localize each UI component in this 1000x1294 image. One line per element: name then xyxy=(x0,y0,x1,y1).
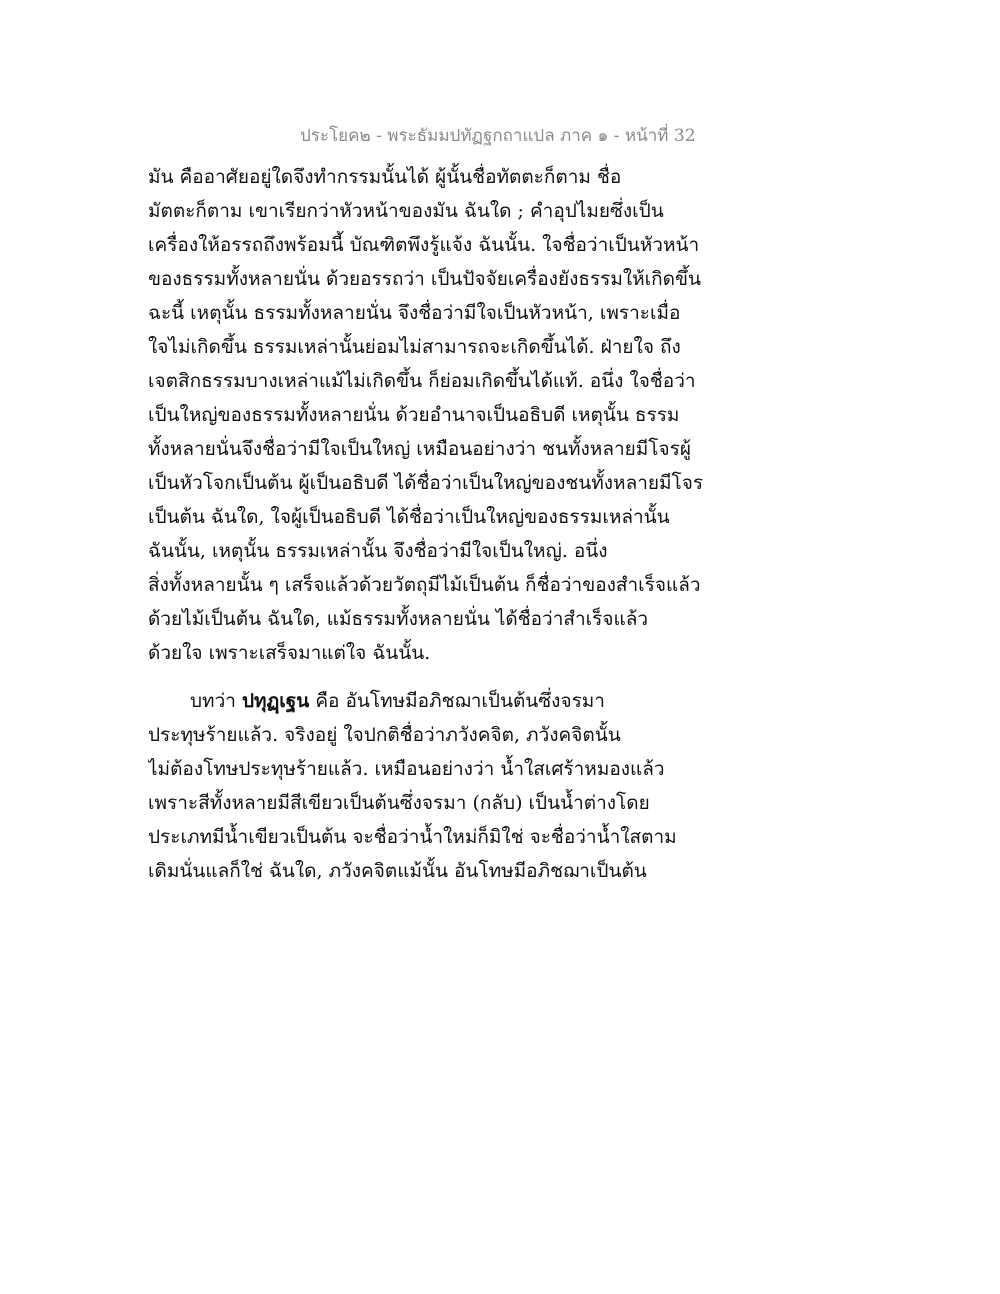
text-line: ใจไม่เกิดขึ้น ธรรมเหล่านั้นย่อมไม่สามารถจะเกิดขึ้นได้. ฝ่ายใจ ถึง xyxy=(148,336,681,358)
text-line: ไม่ต้องโทษประทุษร้ายแล้ว. เหมือนอย่างว่า น้ำใสเศร้าหมองแล้ว xyxy=(148,758,665,780)
paragraph-2 xyxy=(148,684,708,888)
text-line: มัตตะก็ตาม เขาเรียกว่าหัวหน้าของมัน ฉันใด ; คำอุปไมยซึ่งเป็น xyxy=(148,200,664,222)
text-line: ด้วยใจ เพราะเสร็จมาแต่ใจ ฉันนั้น. xyxy=(148,642,431,664)
text-line: ฉันนั้น, เหตุนั้น ธรรมเหล่านั้น จึงชื่อว่ามีใจเป็นใหญ่. อนึ่ง xyxy=(148,540,608,562)
text-line: ด้วยไม้เป็นต้น ฉันใด, แม้ธรรมทั้งหลายนั่น ได้ชื่อว่าสำเร็จแล้ว xyxy=(148,608,649,630)
text-line: ของธรรมทั้งหลายนั่น ด้วยอรรถว่า เป็นปัจจัยเครื่องยังธรรมให้เกิดขึ้น xyxy=(148,268,701,290)
term-prefix: บทว่า xyxy=(190,690,242,712)
text-line: เครื่องให้อรรถถึงพร้อมนี้ บัณฑิตพึงรู้แจ้ง ฉันนั้น. ใจชื่อว่าเป็นหัวหน้า xyxy=(148,234,700,256)
text-line: เดิมนั่นแลก็ใช่ ฉันใด, ภวังคจิตแม้นั้น อันโทษมีอภิชฌาเป็นต้น xyxy=(148,860,647,882)
text-line: ทั้งหลายนั่นจึงชื่อว่ามีใจเป็นใหญ่ เหมือนอย่างว่า ชนทั้งหลายมีโจรผู้ xyxy=(148,438,691,460)
text-line: ประเภทมีน้ำเขียวเป็นต้น จะชื่อว่าน้ำใหม่ก็มิใช่ จะชื่อว่าน้ำใสตาม xyxy=(148,826,677,848)
paragraph-spacer xyxy=(148,670,708,684)
text-line: สิ่งทั้งหลายนั้น ๆ เสร็จแล้วด้วยวัตถุมีไม้เป็นต้น ก็ชื่อว่าของสำเร็จแล้ว xyxy=(148,574,701,596)
text-line: ฉะนี้ เหตุนั้น ธรรมทั้งหลายนั่น จึงชื่อว่ามีใจเป็นหัวหน้า, เพราะเมื่อ xyxy=(148,302,681,324)
text-line: เป็นหัวโจกเป็นต้น ผู้เป็นอธิบดี ได้ชื่อว่าเป็นใหญ่ของชนทั้งหลายมีโจร xyxy=(148,472,704,494)
paragraph-2-first-line xyxy=(148,684,708,718)
body-text xyxy=(148,160,708,888)
text-line: เป็นต้น ฉันใด, ใจผู้เป็นอธิบดี ได้ชื่อว่าเป็นใหญ่ของธรรมเหล่านั้น xyxy=(148,506,670,528)
term-definition: คือ อันโทษมีอภิชฌาเป็นต้นซึ่งจรมา xyxy=(309,690,605,712)
paragraph-1 xyxy=(148,160,708,670)
text-line: ประทุษร้ายแล้ว. จริงอยู่ ใจปกติชื่อว่าภวังคจิต, ภวังคจิตนั้น xyxy=(148,724,621,746)
defined-term: ปทุฏฺเฐน xyxy=(241,690,310,712)
text-line: เพราะสีทั้งหลายมีสีเขียวเป็นต้นซึ่งจรมา (กลับ) เป็นน้ำต่างโดย xyxy=(148,792,650,814)
text-line: มัน คืออาศัยอยู่ใดจึงทำกรรมนั้นได้ ผู้นั้นชื่อทัตตะก็ตาม ชื่อ xyxy=(148,166,622,188)
text-line: เป็นใหญ่ของธรรมทั้งหลายนั่น ด้วยอำนาจเป็นอธิบดี เหตุนั้น ธรรม xyxy=(148,404,680,426)
text-line: เจตสิกธรรมบางเหล่าแม้ไม่เกิดขึ้น ก็ย่อมเกิดขึ้นได้แท้. อนึ่ง ใจชื่อว่า xyxy=(148,370,696,392)
running-header: ประโยค๒ - พระธัมมปทัฏฐกถาแปล ภาค ๑ - หน้าที่ 32 xyxy=(300,126,696,146)
